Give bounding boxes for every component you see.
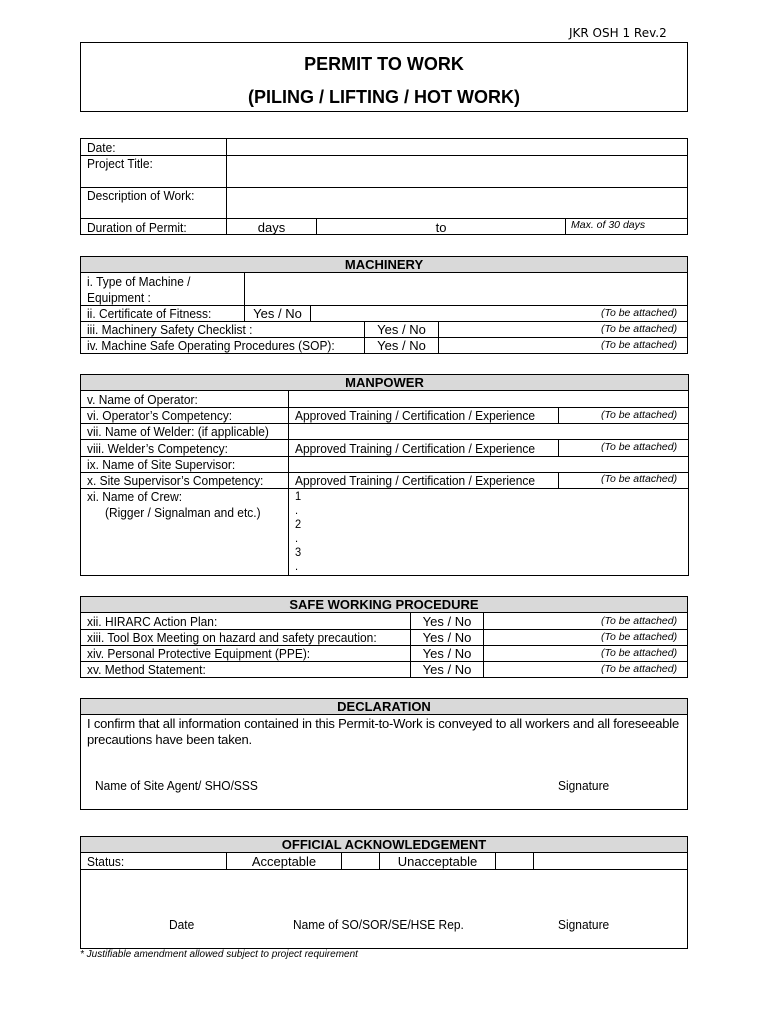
project-title-field[interactable] <box>227 156 687 187</box>
operator-competency-label: vi. Operator’s Competency: <box>87 408 233 423</box>
site-agent-name-label: Name of Site Agent/ SHO/SSS <box>95 778 258 793</box>
footnote: * Justifiable amendment allowed subject to project requirement <box>80 949 358 960</box>
operator-name-label: v. Name of Operator: <box>87 392 198 407</box>
ppe-attach-note: (To be attached) <box>601 647 678 659</box>
machine-type-field[interactable] <box>245 274 687 305</box>
crew-dot-1: . <box>295 503 299 517</box>
acceptable-checkbox[interactable] <box>342 854 379 869</box>
info-table <box>80 138 688 235</box>
ppe-yes-no[interactable]: Yes / No <box>422 646 472 661</box>
fitness-attach-note: (To be attached) <box>601 307 678 319</box>
welder-competency-options[interactable]: Approved Training / Certification / Experience <box>295 441 535 456</box>
ack-name-label: Name of SO/SOR/SE/HSE Rep. <box>293 917 464 932</box>
fitness-label: ii. Certificate of Fitness: <box>87 306 212 321</box>
duration-label: Duration of Permit: <box>87 220 187 235</box>
max-days-note: Max. of 30 days <box>571 219 646 231</box>
method-yes-no[interactable]: Yes / No <box>422 662 472 677</box>
crew-number-1: 1 <box>295 489 302 503</box>
unacceptable-checkbox[interactable] <box>496 854 533 869</box>
toolbox-label: xiii. Tool Box Meeting on hazard and safety precaution: <box>87 630 377 645</box>
supervisor-name-field[interactable] <box>289 457 688 472</box>
crew-label-2: (Rigger / Signalman and etc.) <box>105 505 261 520</box>
swp-table <box>80 596 688 678</box>
toolbox-attach-note: (To be attached) <box>601 631 678 643</box>
supervisor-name-label: ix. Name of Site Supervisor: <box>87 457 236 472</box>
crew-number-3: 3 <box>295 545 302 559</box>
welder-competency-label: viii. Welder’s Competency: <box>87 441 228 456</box>
toolbox-yes-no[interactable]: Yes / No <box>422 630 472 645</box>
sop-label: iv. Machine Safe Operating Procedures (SOP): <box>87 338 335 353</box>
operator-attach-note: (To be attached) <box>601 409 678 421</box>
checklist-label: iii. Machinery Safety Checklist : <box>87 322 253 337</box>
declaration-text: I confirm that all information contained in this Permit-to-Work is conveyed to all workers and all foreseeable precautions have been taken. <box>87 716 679 747</box>
method-attach-note: (To be attached) <box>601 663 678 675</box>
ppe-label: xiv. Personal Protective Equipment (PPE): <box>87 646 311 661</box>
operator-name-field[interactable] <box>289 392 688 407</box>
swp-header: SAFE WORKING PROCEDURE <box>81 597 687 613</box>
crew-names-field[interactable] <box>311 489 687 575</box>
hirarc-yes-no[interactable]: Yes / No <box>422 614 472 629</box>
form-subtitle: (PILING / LIFTING / HOT WORK) <box>248 87 520 107</box>
checklist-attach-note: (To be attached) <box>601 323 678 335</box>
date-field[interactable] <box>227 139 687 155</box>
acceptable-label: Acceptable <box>251 854 317 869</box>
ack-date-label: Date <box>169 917 195 932</box>
machinery-header: MACHINERY <box>81 257 687 273</box>
supervisor-attach-note: (To be attached) <box>601 473 678 485</box>
acknowledgement-box <box>80 836 688 949</box>
machinery-table <box>80 256 688 354</box>
manpower-header: MANPOWER <box>81 375 688 391</box>
sop-yes-no[interactable]: Yes / No <box>377 338 426 353</box>
welder-name-field[interactable] <box>289 424 688 439</box>
welder-name-label: vii. Name of Welder: (if applicable) <box>87 424 269 439</box>
description-field[interactable] <box>227 188 687 218</box>
title-box <box>80 42 688 112</box>
acknowledgement-header: OFFICIAL ACKNOWLEDGEMENT <box>81 837 687 853</box>
crew-number-2: 2 <box>295 517 302 531</box>
declaration-signature-label: Signature <box>558 778 610 793</box>
form-title: PERMIT TO WORK <box>304 54 464 74</box>
operator-competency-options[interactable]: Approved Training / Certification / Experience <box>295 408 535 423</box>
machine-type-label: i. Type of Machine / <box>87 274 191 289</box>
crew-dot-3: . <box>295 559 299 573</box>
checklist-yes-no[interactable]: Yes / No <box>377 322 426 337</box>
status-label: Status: <box>87 854 125 869</box>
to-label: to <box>435 220 447 235</box>
machine-type-label-2: Equipment : <box>87 290 151 305</box>
document-reference: JKR OSH 1 Rev.2 <box>569 26 667 40</box>
supervisor-competency-options[interactable]: Approved Training / Certification / Experience <box>295 473 535 488</box>
manpower-table <box>80 374 689 576</box>
hirarc-label: xii. HIRARC Action Plan: <box>87 614 218 629</box>
declaration-box <box>80 698 688 810</box>
declaration-header: DECLARATION <box>81 699 687 715</box>
unacceptable-label: Unacceptable <box>397 854 478 869</box>
description-label: Description of Work: <box>87 188 195 203</box>
date-label: Date: <box>87 140 116 155</box>
hirarc-attach-note: (To be attached) <box>601 615 678 627</box>
fitness-yes-no[interactable]: Yes / No <box>253 306 302 321</box>
welder-attach-note: (To be attached) <box>601 441 678 453</box>
project-title-label: Project Title: <box>87 156 153 171</box>
crew-dot-2: . <box>295 531 299 545</box>
sop-attach-note: (To be attached) <box>601 339 678 351</box>
ack-signature-label: Signature <box>558 917 610 932</box>
supervisor-competency-label: x. Site Supervisor’s Competency: <box>87 473 264 488</box>
method-label: xv. Method Statement: <box>87 662 206 677</box>
days-label: days <box>257 220 286 235</box>
crew-label: xi. Name of Crew: <box>87 489 183 504</box>
